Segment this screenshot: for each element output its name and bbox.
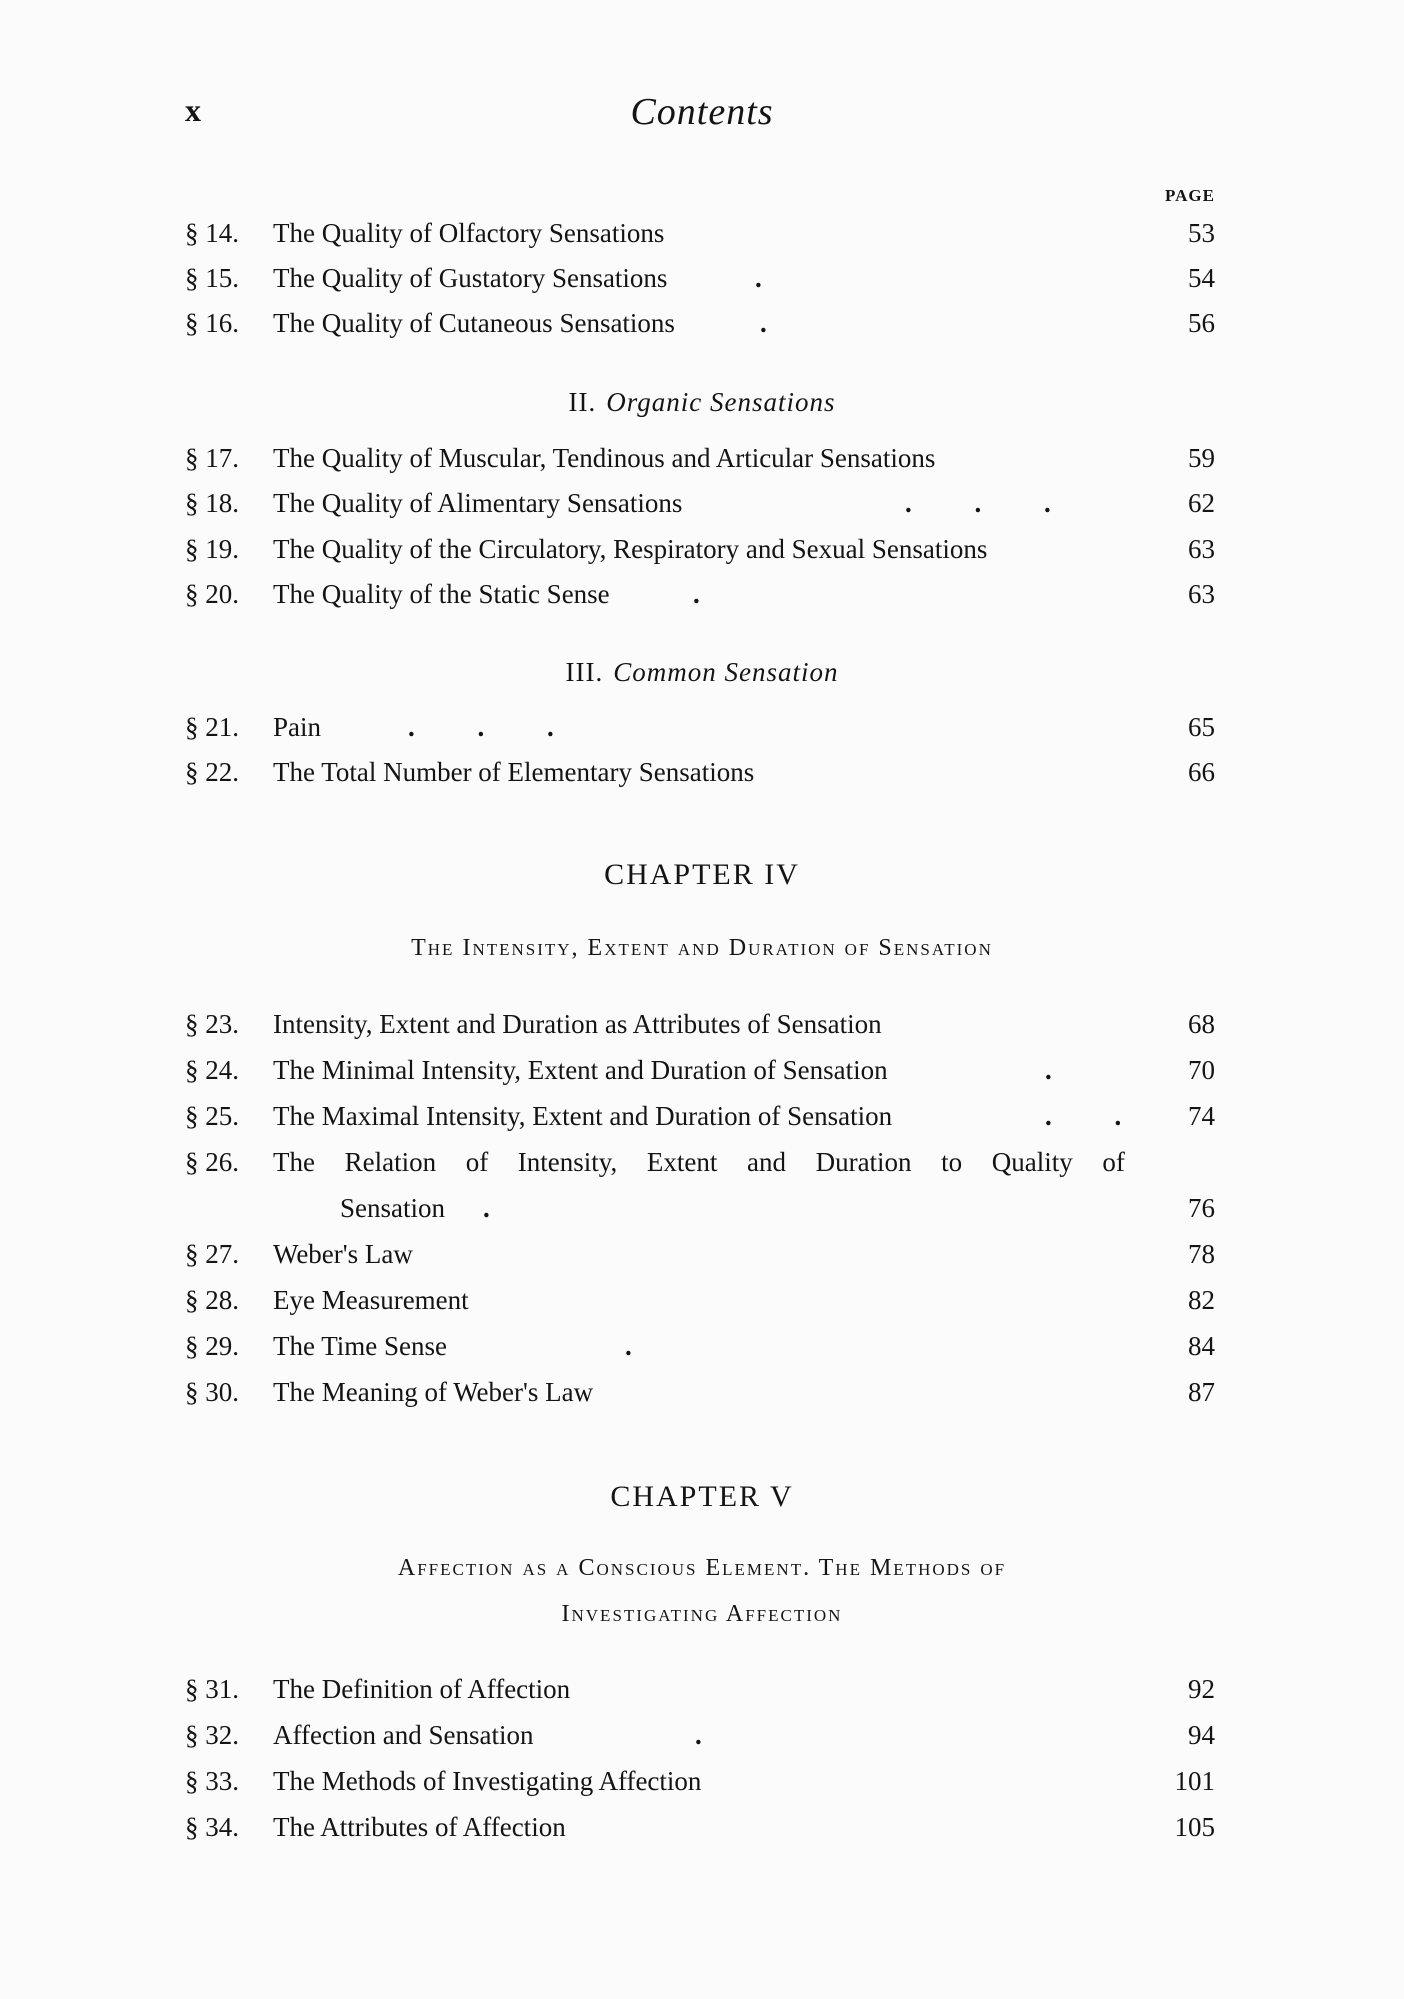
toc-entry-33 [185, 1758, 1215, 1804]
entry-title: The Quality of Olfactory Sensations [273, 218, 665, 248]
page-ref: 76 [1188, 1193, 1215, 1223]
leader-dots: . [1045, 1055, 1080, 1085]
toc-entry-22 [185, 749, 1215, 795]
section-number: § 19. [185, 534, 239, 564]
entry-title: The Definition of Affection [273, 1674, 571, 1704]
toc-entry-30 [185, 1369, 1215, 1415]
section-number: § 27. [185, 1239, 239, 1269]
entry-title: The Quality of the Static Sense [273, 579, 610, 609]
title-word: Relation [344, 1147, 437, 1177]
toc-entry-17 [185, 435, 1215, 481]
entry-title: Affection and Sensation [273, 1720, 534, 1750]
leader-dots: . . [1045, 1101, 1150, 1131]
section-number: § 24. [185, 1055, 239, 1085]
entry-title: The Attributes of Affection [273, 1812, 566, 1842]
toc-entry-16 [185, 300, 1215, 346]
entry-title: The Quality of Alimentary Sensations [273, 488, 683, 518]
toc-entry-14 [185, 210, 1215, 256]
chapter-subtitle-v-line1: Affection as a Conscious Element. The Methods of [397, 1555, 1007, 1581]
toc-entry-29 [185, 1323, 1215, 1369]
chapter-heading-iv: CHAPTER IV [604, 858, 800, 891]
title-word: to [941, 1147, 963, 1177]
leader-dots: . [625, 1331, 660, 1361]
section-heading-common [0, 657, 1404, 688]
title-word: The [273, 1147, 315, 1177]
entry-title: The Quality of Gustatory Sensations [273, 263, 668, 293]
toc-entry-25 [185, 1093, 1215, 1139]
section-number: § 21. [185, 712, 239, 742]
section-number: § 16. [185, 308, 239, 338]
entry-title: The Methods of Investigating Affection [273, 1766, 702, 1796]
page-ref: 68 [1188, 1009, 1215, 1039]
section-number: § 34. [185, 1812, 239, 1842]
section-number: § 30. [185, 1377, 239, 1407]
section-numeral: II. [568, 387, 597, 417]
section-name: Organic Sensations [606, 387, 836, 417]
toc-entry-21 [185, 704, 1215, 750]
entry-title: The Total Number of Elementary Sensations [273, 757, 755, 787]
toc-entry-31 [185, 1666, 1215, 1712]
entry-title: Intensity, Extent and Duration as Attributes of Sensation [273, 1009, 882, 1039]
section-number: § 31. [185, 1674, 239, 1704]
section-number: § 26. [185, 1147, 239, 1177]
page-ref: 62 [1188, 488, 1215, 518]
entry-title [273, 1139, 1125, 1185]
leader-dots: . [695, 1720, 730, 1750]
title-word: Intensity, [517, 1147, 618, 1177]
toc-entry-32 [185, 1712, 1215, 1758]
leader-dots: . [483, 1193, 518, 1223]
leader-dots: . [693, 579, 728, 609]
page-ref: 70 [1188, 1055, 1215, 1085]
page-ref: 92 [1188, 1674, 1215, 1704]
toc-entry-34 [185, 1804, 1215, 1850]
section-heading-organic [0, 387, 1404, 418]
page-ref: 54 [1188, 263, 1215, 293]
title-word: of [1102, 1147, 1125, 1177]
toc-entry-24 [185, 1047, 1215, 1093]
entry-title: The Minimal Intensity, Extent and Duration of Sensation [273, 1055, 888, 1085]
chapter-heading-v: CHAPTER V [610, 1480, 794, 1513]
section-number: § 33. [185, 1766, 239, 1796]
section-number: § 14. [185, 218, 239, 248]
section-number: § 28. [185, 1285, 239, 1315]
leader-dots: . . . [905, 488, 1079, 518]
page-ref: 65 [1188, 712, 1215, 742]
toc-entry-23 [185, 1001, 1215, 1047]
page-ref: 63 [1188, 579, 1215, 609]
section-name: Common Sensation [613, 657, 839, 687]
leader-dots: . [755, 263, 790, 293]
chapter-subtitle-v-line2: Investigating Affection [561, 1601, 843, 1627]
page-ref: 105 [1174, 1812, 1215, 1842]
title-word: of [465, 1147, 489, 1177]
section-number: § 32. [185, 1720, 239, 1750]
page-ref: 74 [1188, 1101, 1215, 1131]
entry-title-continued: Sensation [340, 1193, 445, 1223]
page-ref: 87 [1188, 1377, 1215, 1407]
toc-entry-19 [185, 526, 1215, 572]
entry-title: The Time Sense [273, 1331, 448, 1361]
title-word: and [746, 1147, 786, 1177]
toc-entry-28 [185, 1277, 1215, 1323]
title-word: Duration [815, 1147, 912, 1177]
entry-title: The Meaning of Weber's Law [273, 1377, 594, 1407]
toc-entry-26 [185, 1139, 1215, 1185]
page-ref: 56 [1188, 308, 1215, 338]
title-word: Quality [991, 1147, 1073, 1177]
page-ref: 82 [1188, 1285, 1215, 1315]
entry-title: The Quality of Cutaneous Sensations [273, 308, 675, 338]
section-number: § 18. [185, 488, 239, 518]
running-title: Contents [630, 91, 774, 133]
leader-dots: . [760, 308, 795, 338]
toc-entry-20 [185, 571, 1215, 617]
section-number: § 23. [185, 1009, 239, 1039]
page-ref: 66 [1188, 757, 1215, 787]
section-number: § 15. [185, 263, 239, 293]
entry-title: The Maximal Intensity, Extent and Duration of Sensation [273, 1101, 893, 1131]
page-ref: 78 [1188, 1239, 1215, 1269]
page-ref: 84 [1188, 1331, 1215, 1361]
entry-title: Weber's Law [273, 1239, 413, 1269]
page-ref: 59 [1188, 443, 1215, 473]
page-number: x [185, 92, 202, 128]
section-number: § 25. [185, 1101, 239, 1131]
page-ref: 53 [1188, 218, 1215, 248]
title-word: Extent [646, 1147, 718, 1177]
section-number: § 22. [185, 757, 239, 787]
leader-dots: . . . [408, 712, 582, 742]
toc-entry-18 [185, 480, 1215, 526]
entry-title: The Quality of the Circulatory, Respiratory and Sexual Sensations [273, 534, 988, 564]
toc-entry-15 [185, 255, 1215, 301]
page-ref: 63 [1188, 534, 1215, 564]
page-column-label: PAGE [1165, 186, 1215, 205]
toc-entry-27 [185, 1231, 1215, 1277]
entry-title: Eye Measurement [273, 1285, 469, 1315]
page-ref: 94 [1188, 1720, 1215, 1750]
page-ref: 101 [1174, 1766, 1215, 1796]
section-number: § 29. [185, 1331, 239, 1361]
toc-entry-26-continued [185, 1185, 1215, 1231]
entry-title: The Quality of Muscular, Tendinous and Articular Sensations [273, 443, 936, 473]
section-number: § 20. [185, 579, 239, 609]
entry-title: Pain [273, 712, 322, 742]
section-numeral: III. [565, 657, 604, 687]
section-number: § 17. [185, 443, 239, 473]
chapter-subtitle-iv: The Intensity, Extent and Duration of Sensation [411, 935, 993, 961]
